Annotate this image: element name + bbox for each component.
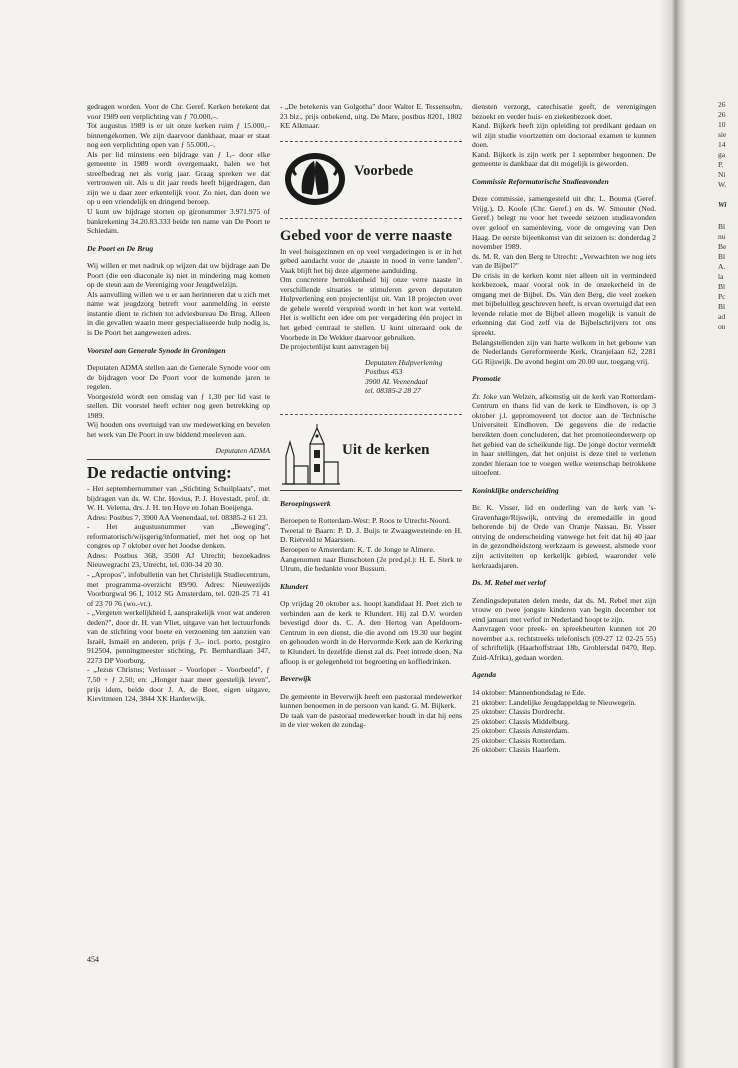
paragraph: Tweetal te Baarn: P. D. J. Buijs te Zwaagwesteinde en H. D. Rietveld te Maarssen.	[280, 525, 462, 545]
paragraph: De projectenlijst kunt aanvragen bij	[280, 342, 389, 352]
agenda-item: 25 oktober: Classis Rotterdam.	[472, 735, 567, 745]
fragment: Bl	[718, 282, 726, 291]
list-item: - „Vergeten werkelijkheid I, aansprakelijk voor wat anderen deden?", door dr. H. van Vliet, uitgave van het lectuurfonds van de stichting voor boete en verzoening ten aanzien van Israël, Ismaël en anderen, prijs ƒ 3,– incl. porto, postgiro 912504, penningmeester stichting, Pr. Bernhardlaan 347, 2273 DP Voorburg.	[87, 608, 270, 665]
paragraph: Als per lid minstens een bijdrage van ƒ 1,– door elke gemeente in 1989 wordt overgemaakt, halen we het streefbedrag net als vorig jaar. Graag spreken we dat vertrouwen uit. Als u dit jaar reeds heeft bijgedragen, dan zijn we u daar zeer erkentelijk voor. Zo niet, dan doen we op u een vriendelijk en dringend beroep.	[87, 149, 270, 207]
agenda-item: 26 oktober: Classis Haarlem.	[472, 745, 561, 755]
paragraph: De gemeente in Beverwijk heeft een pastoraal medewerker kunnen benoemen in de persoon van kand. G. M. Bijkerk.	[280, 691, 462, 711]
paragraph: In veel huisgezinnen en op veel vergaderingen is er in het gebed aandacht voor de „naaste in nood in verre landen". Vaak blijft het bij deze algemene aanduiding.	[280, 246, 462, 275]
fragment: Ni	[718, 170, 726, 179]
list-item: - Het augustusnummer van „Beweging", reformatorisch/wijsgerig/informatief, met het oog op het congres op 7 oktober over het Joodse denken.	[87, 522, 270, 551]
list-item: - „Apropos", infobulletin van het Christelijk Studiecentrum, met programma-overzicht 89/90. Adres: Nieuwezijds Voorburgwal 96 I, 1012 SG Amsterdam, tel. 020-25 71 41 of 23 70 76 (wo.-vr.).	[87, 569, 270, 608]
fragment: P.	[718, 160, 724, 169]
divider	[280, 141, 462, 142]
fragment: 10	[718, 120, 726, 129]
signature: Deputaten ADMA	[215, 445, 270, 455]
voorbede-title: Voorbede	[354, 162, 414, 179]
paragraph: Zendingsdeputaten delen mede, dat ds. M. Rebel met zijn vrouw en twee jongste kinderen van begin december tot eind januari met verlof in Nederland hoopt te zijn.	[472, 595, 656, 624]
address-block	[280, 358, 462, 396]
agenda-item: 25 oktober: Classis Amsterdam.	[472, 726, 570, 736]
paragraph: Aanvragen voor preek- en spreekbeurten kunnen tot 20 november a.s. rechtstreeks telefonisch (09-27 12 02-25 55) of schriftelijk (Haarhoffstraat 18b, Groblersdal 0470, Rep. Zuid-Afrika), gedaan worden.	[472, 624, 656, 662]
agenda-item: 14 oktober: Mannenbondsdag te Ede.	[472, 687, 586, 697]
address-line: Postbus 453	[365, 367, 403, 377]
paragraph: Deputaten ADMA stellen aan de Generale Synode voor om de bijdragen voor De Poort voor de komende jaren te regelen.	[87, 363, 270, 392]
paragraph: U kunt uw bijdrage storten op gironummer 3.971.975 of bankrekening 34.20.83.333 beide ten name van De Poort te Schiedam.	[87, 207, 270, 236]
paragraph: Tot augustus 1989 is er uit onze kerken ruim ƒ 15.000,– binnengekomen. We zijn daarvoor dankbaar, maar er staat nog een verplichting open van ƒ 55.000,–.	[87, 121, 270, 150]
fragment: sie	[718, 130, 727, 139]
section-heading: Voorstel aan Generale Synode in Groningen	[87, 345, 226, 355]
fragment: ga	[718, 150, 726, 159]
kerken-banner	[280, 422, 462, 486]
divider	[87, 459, 270, 460]
fragment: Bl	[718, 252, 726, 261]
fragment: Wi	[718, 200, 727, 209]
book-gutter	[660, 0, 686, 1068]
gebed-title: Gebed voor de verre naaste	[280, 227, 453, 244]
page-number: 454	[87, 955, 99, 964]
paragraph: diensten verzorgt, catechisatie geeft, de verenigingen bezoekt en verder huis- en ziekenbezoek doet.	[472, 102, 656, 121]
paragraph: Om concretere betrokkenheid bij onze verre naaste in verschillende situaties te stimuleren geven deputaten Hulpverlening een projectenlijst uit. Van 18 projecten over de gehele wereld verspreid wordt in het kort wat verteld. Het is wellicht een idee om per vergadering één project in het gebed centraal te stellen. U kunt uiteraard ook de Voorbede in De Wekker daarvoor gebruiken.	[280, 275, 462, 342]
church-towers-icon	[280, 422, 342, 486]
paragraph: Op vrijdag 20 oktober a.s. hoopt kandidaat H. Peet zich te verbinden aan de kerk te Klundert. Hij zal D.V. worden bevestigd door ds. C. A. den Hertog van Apeldoorn-Centrum in een dienst, die die avond om 19.30 uur begint en gehouden wordt in de Hervormde Kerk aan de Kerkring te Klundert. In dezelfde dienst zal ds. Peet intrede doen. Na afloop is er gelegenheid tot begroeting en koffiedrinken.	[280, 599, 462, 666]
fragment: 14	[718, 140, 726, 149]
paragraph: Kand. Bijkerk is zijn werk per 1 september begonnen. De gemeente is dankbaar dat dit mogelijk is geworden.	[472, 149, 656, 169]
paragraph: De taak van de pastoraal medewerker houdt in dat hij eens in de vier weken de zondag-	[280, 710, 462, 730]
address-line: 3900 AL Veenendaal	[365, 376, 428, 386]
section-heading: De Poort en De Brug	[87, 243, 154, 253]
list-item: - Het septembernummer van „Stichting Schuilplaats", met bijdragen van ds. W. Chr. Hovius, P. J. Hovestadt, prof. dr. W. H. Velema, drs. J. H. ten Hove en Johan Boeijenga.	[87, 484, 270, 513]
fragment: Bl	[718, 302, 726, 311]
paragraph: Aangenomen naar Bunschoten (2e pred.pl.): H. E. Sterk te Ulrum, die bedankte voor Bussum.	[280, 554, 462, 574]
paragraph: Wij houden ons overtuigd van uw medewerking en bevelen het werk van De Poort in uw biddend meeleven aan.	[87, 420, 270, 439]
list-item: Adres: Postbus 368, 3500 AJ Utrecht; bezoekadres Nieuwegracht 23, Utrecht, tel. 030-34 20 30.	[87, 550, 270, 570]
paragraph: Beroepen te Amsterdam: K. T. de Jonge te Almere.	[280, 545, 435, 555]
fragment: A.	[718, 262, 726, 271]
section-heading: Agenda	[472, 670, 497, 680]
section-heading: Koninklijke onderscheiding	[472, 485, 559, 495]
section-heading: Beroepingswerk	[280, 498, 331, 508]
paragraph: Wij willen er met nadruk op wijzen dat uw bijdrage aan De Poort (die een diaconale is) niet in mindering mag komen op de steun aan de Vereniging voor Jeugdwelzijn.	[87, 261, 270, 290]
section-heading: Klundert	[280, 581, 308, 591]
paragraph: Kand. Bijkerk heeft zijn opleiding tot predikant gedaan en wil zijn studie voortzetten om doctoraal examen te kunnen doen.	[472, 121, 656, 150]
section-heading: Commissie Reformatorische Studieavonden	[472, 176, 609, 186]
section-heading: Beverwijk	[280, 674, 312, 684]
divider	[280, 218, 462, 219]
praying-hands-icon	[282, 149, 348, 209]
divider	[280, 414, 462, 415]
paragraph: Voorgesteld wordt een omslag van ƒ 1,30 per lid vast te stellen. Dit voorstel heeft echter nog geen betrekking op 1989.	[87, 391, 270, 420]
address-line: Deputaten Hulpverlening	[365, 357, 443, 367]
paragraph: Zr. Joke van Welzen, afkomstig uit de kerk van Rotterdam-Centrum en thans lid van de kerk te Eindhoven, is op 3 oktober j.l. gepromoveerd tot doctor aan de Technische Universiteit Eindhoven. De gegevens die de redactie bereikten doen concluderen, dat het promotieonderwerp op het gebied van de scheikunde ligt. De jonge doctor vermeldt in haar stellingen, dat het onjuist is deze titel te verlenen zonder hieraan toe te voegen welke wetenschap betrokkene uitoefent.	[472, 391, 656, 478]
paragraph: Als aanvulling willen we u er aan herinneren dat u zich met name wat jeugdzorg betreft voor aanmelding in eerste instantie dient te richten tot adviesbureau De Brug. Alleen in die gevallen waarin meer gespecialiseerde hulp nodig is, is De Poort het aangewezen adres.	[87, 289, 270, 338]
fragment: W.	[718, 180, 727, 189]
paragraph: Deze commissie, samengesteld uit dhr. L. Bouma (Geref. Vrijg.), D. Koole (Chr. Geref.) en ds. W. Smouter (Ned. Geref.) belegt nu voor het tweede seizoen studieavonden over geloof en samenleving, voor de omgeving van Den Haag. De eerste bijeenkomst van dit seizoen is: donderdag 2 november 1989.	[472, 194, 656, 252]
next-page-edge	[686, 0, 738, 1068]
fragment: 26	[718, 110, 726, 119]
divider	[280, 490, 462, 491]
list-item: Adres: Postbus 7, 3900 AA Veenendaal, tel. 08385-2 61 23.	[87, 512, 268, 522]
column-3	[472, 102, 656, 755]
agenda-item: 25 oktober: Classis Middelburg.	[472, 716, 570, 726]
voorbede-banner	[280, 149, 462, 211]
column-2	[280, 102, 462, 730]
fragment: la	[718, 272, 724, 281]
fragment: on	[718, 322, 726, 331]
fragment: ad	[718, 312, 726, 321]
paragraph: Br. K. Visser, lid en ouderling van de kerk van 's-Gravenhage/Rijswijk, ontving de eremedaille in goud behorende bij de Orde van Oranje Nassau. Br. Visser ontving de onderscheiding vanwege het feit dat hij 40 jaar in de gezondheidszorg werkzaam is geweest, alsmede voor zijn activiteiten op kerkelijk gebied, waaronder vele kerkraadsjaren.	[472, 503, 656, 570]
fragment: 26	[718, 100, 726, 109]
list-item: - „Jezus Christus; Verlosser - Voorloper - Voorbeeld", ƒ 7,50 + ƒ 2,50; en: „Honger naar meer geestelijk leven", prijs idem, beide door J. A. de Boer, eigen uitgave, Kievitmeen 124, 3844 XK Harderwijk.	[87, 665, 270, 704]
address-line: tel. 08385-2 28 27	[365, 386, 421, 396]
section-heading: Ds. M. Rebel met verlof	[472, 578, 546, 588]
column-1	[87, 102, 270, 704]
paragraph: Beroepen te Rotterdam-West: P. Roos te Utrecht-Noord.	[280, 516, 451, 526]
kerken-title: Uit de kerken	[342, 441, 430, 458]
section-heading: Promotie	[472, 374, 501, 384]
paragraph: De crisis in de kerken komt niet alleen uit in verminderd kerkbezoek, maar vooral ook in de onzekerheid in de omgang met de Bijbel. Ds. Van den Berg, die veel zoeken met bijbeluitleg geschreven heeft, is ervan overtuigd dat een levende relatie met de Bijbel alleen mogelijk is vanuit de erkenning dat God zelf via de Bijbelschrijvers tot ons spreekt.	[472, 270, 656, 338]
redactie-title: De redactie ontving:	[87, 463, 232, 483]
paragraph: Belangstellenden zijn van harte welkom in het gebouw van de Nederlands Gereformeerde Kerk, Oranjelaan 62, 2281 GG Rijswijk. De avond begint om 20.00 uur, toegang vrij.	[472, 337, 656, 366]
paragraph: gedragen worden. Voor de Chr. Geref. Kerken betekent dat voor 1989 een verplichting van ƒ 70.000,–.	[87, 102, 270, 121]
agenda-item: 21 oktober: Landelijke Jeugdappeldag te Nieuwegein.	[472, 697, 637, 707]
fragment: Be	[718, 242, 727, 251]
paragraph: ds. M. R. van den Berg te Utrecht: „Verwachten we nog iets van de Bijbel?"	[472, 251, 656, 271]
agenda-item: 25 oktober: Classis Dordrecht.	[472, 707, 565, 717]
paragraph: - „De betekenis van Golgotha" door Walter E. Tessensohn, 23 blz., prijs onbekend, uitg. De Mare, postbus 8201, 1802 KE Alkmaar.	[280, 102, 462, 131]
fragment: nu	[718, 232, 726, 241]
fragment: Pc	[718, 292, 726, 301]
fragment: Bl	[718, 222, 726, 231]
